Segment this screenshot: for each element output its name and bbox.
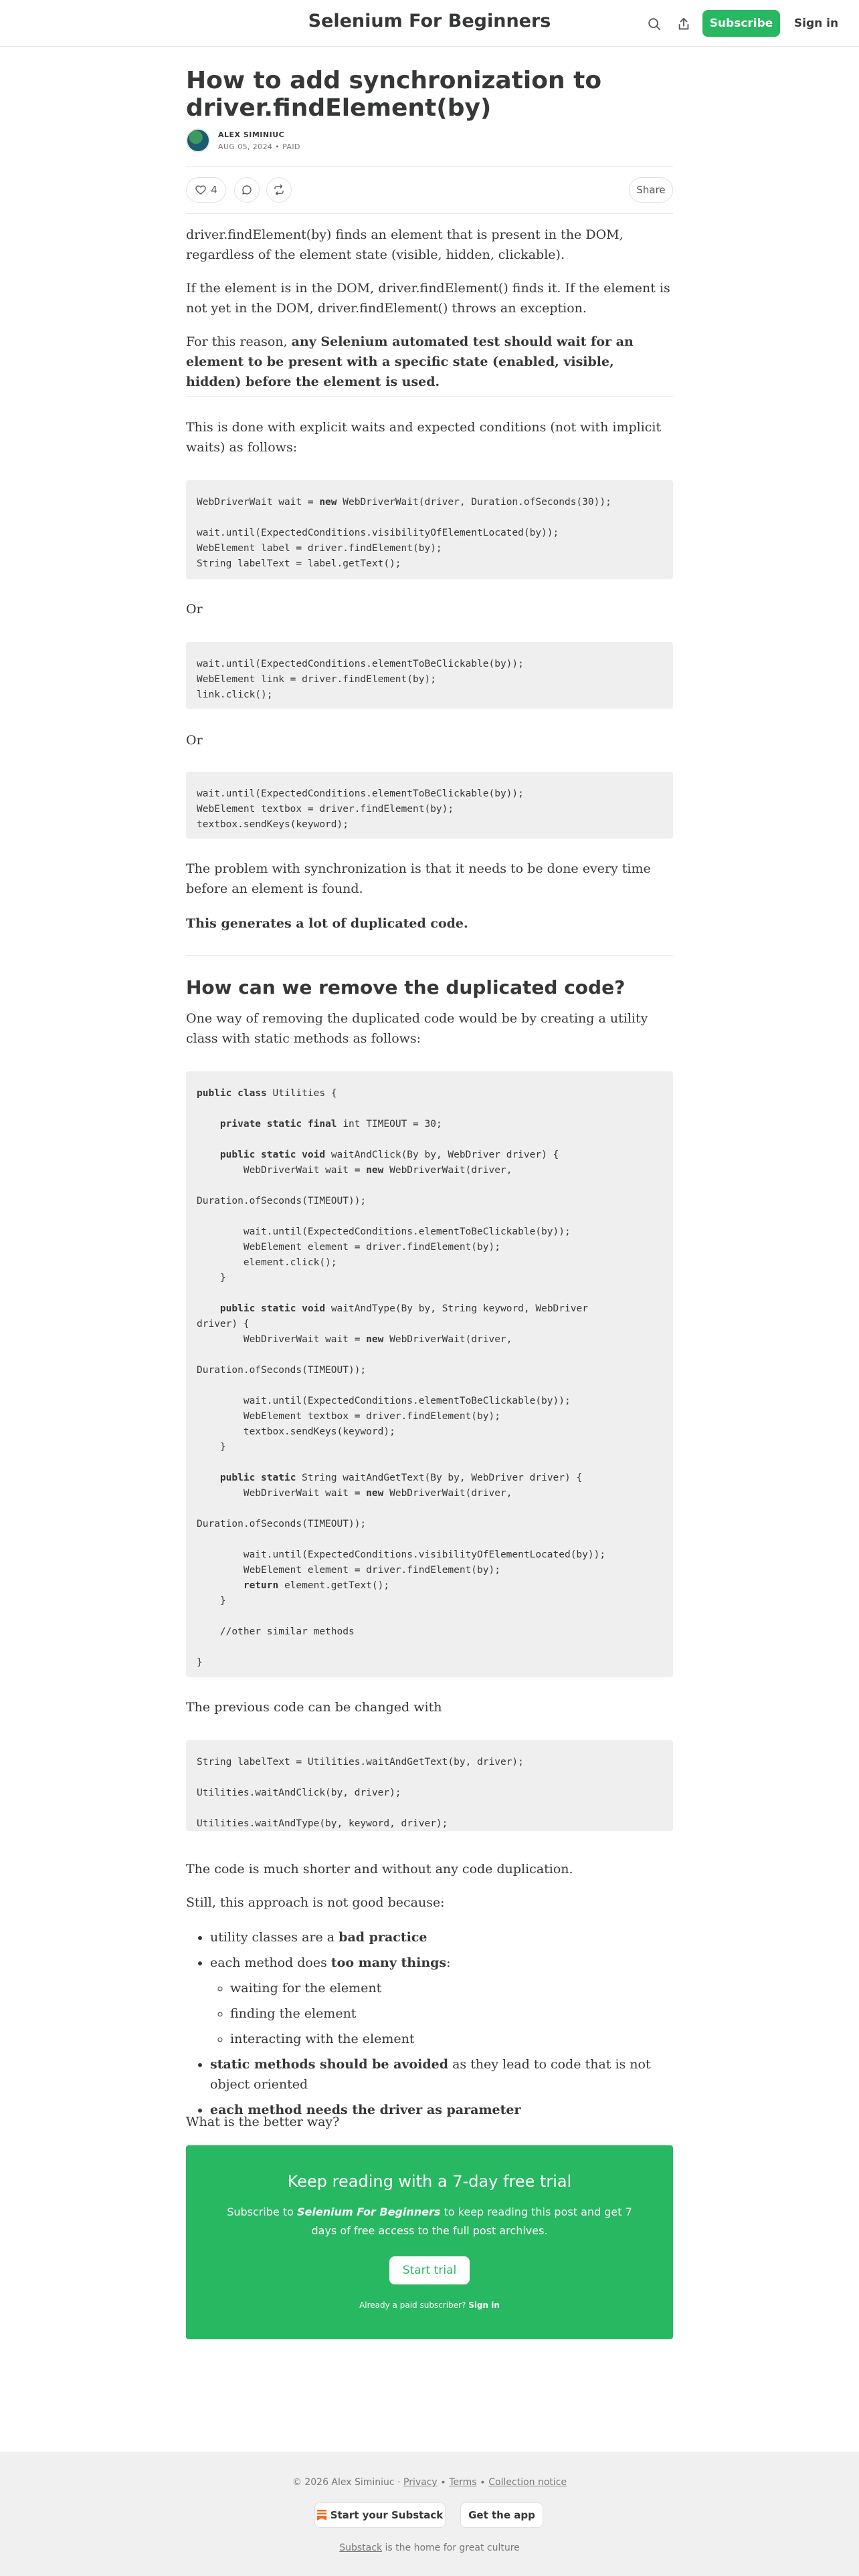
code-line: } (197, 1657, 203, 1668)
separator: · (394, 2477, 403, 2488)
paragraph: This generates a lot of duplicated code. (186, 916, 468, 931)
paywall-body (226, 2203, 633, 2240)
paragraph: Still, this approach is not good because: (186, 1895, 445, 1910)
code-line: WebDriverWait wait = new WebDriverWait(driver, (197, 1488, 512, 1499)
restack-button[interactable] (266, 177, 292, 203)
code-line: } (197, 1273, 226, 1283)
code-line (197, 1178, 662, 1194)
code-line: wait.until(ExpectedConditions.visibilityOfElementLocated(by)); (197, 1549, 606, 1560)
restack-icon (273, 184, 285, 196)
code-line (197, 1455, 662, 1471)
code-line (197, 1132, 662, 1148)
substack-icon (317, 2510, 326, 2520)
code-line: driver) { (197, 1319, 250, 1329)
bold-text: any Selenium automated test should wait for an element to be present with a specific state (enabled, visible, hidden) before the element is used. (186, 334, 634, 389)
sub-list (210, 1978, 673, 2049)
bold-text: each method needs the driver as parameter (210, 2103, 521, 2117)
sign-in-button[interactable]: Sign in (793, 17, 839, 30)
code-line: WebElement textbox = driver.findElement(by); (197, 1411, 500, 1422)
list-item: ◦ waiting for the element (230, 1978, 673, 1998)
bold-text: static methods should be avoided (210, 2057, 449, 2072)
subscribe-button[interactable]: Subscribe (702, 10, 780, 37)
separator: ∙ (476, 2477, 489, 2488)
text: is the home for great culture (382, 2543, 520, 2553)
list-item (210, 1953, 673, 2049)
start-trial-button[interactable]: Start trial (389, 2256, 470, 2284)
paragraph: The problem with synchronization is that it needs to be done every time before an element is found. (186, 861, 651, 896)
code-line: public static String waitAndGetText(By by, WebDriver driver) { (219, 1473, 583, 1483)
paragraph (186, 332, 673, 392)
code-line: WebElement element = driver.findElement(by); (197, 1242, 500, 1253)
code-line: wait.until(ExpectedConditions.elementToBeClickable(by)); (197, 788, 524, 799)
paywall-card (186, 2145, 673, 2339)
code-line (197, 1101, 662, 1117)
paragraph: This is done with explicit waits and expected conditions (not with implicit waits) as follows: (186, 420, 662, 455)
code-line: } (197, 1596, 226, 1606)
code-line: String labelText = Utilities.waitAndGetText(by, driver); (197, 1757, 524, 1767)
reasons-list (186, 1927, 673, 2125)
code-line: wait.until(ExpectedConditions.elementToBeClickable(by)); (197, 1396, 571, 1406)
separator: ∙ (437, 2477, 450, 2488)
code-line: WebElement link = driver.findElement(by); (197, 674, 436, 685)
code-line: wait.until(ExpectedConditions.visibilityOfElementLocated(by)); (197, 528, 559, 538)
like-button[interactable] (186, 177, 226, 203)
code-block (186, 772, 673, 839)
divider (186, 955, 673, 956)
author-name[interactable]: ALEX SIMINIUC (218, 130, 285, 139)
paragraph: Or (186, 602, 203, 617)
code-line: public static void waitAndClick(By by, WebDriver driver) { (219, 1150, 559, 1160)
comment-icon (241, 184, 253, 196)
paragraph: One way of removing the duplicated code would be by creating a utility class with static methods as follows: (186, 1011, 648, 1046)
code-block (186, 642, 673, 709)
code-line: private static final int TIMEOUT = 30; (219, 1119, 442, 1130)
text: each method does (210, 1955, 331, 1970)
code-line: WebElement textbox = driver.findElement(by); (197, 804, 454, 815)
code-line (197, 1770, 662, 1786)
top-bar (0, 0, 859, 47)
list-item (210, 1927, 673, 1947)
comment-button[interactable] (234, 177, 260, 203)
copyright: © 2026 Alex Siminiuc (292, 2477, 395, 2488)
post-actions (186, 166, 673, 214)
code-line: Duration.ofSeconds(TIMEOUT)); (197, 1365, 367, 1376)
text: to keep reading this post and get 7 days of free access to the full post archives. (311, 2206, 632, 2237)
byline (186, 128, 673, 155)
code-line (197, 1640, 662, 1655)
paragraph: The code is much shorter and without any code duplication. (186, 1862, 573, 1876)
code-block (186, 480, 673, 579)
avatar[interactable] (186, 128, 210, 152)
privacy-link[interactable]: Privacy (403, 2477, 438, 2488)
code-block (186, 1071, 673, 1677)
post-access: PAID (282, 142, 300, 151)
footer (0, 2452, 859, 2576)
code-line: WebDriverWait wait = new WebDriverWait(driver, (197, 1165, 512, 1176)
code-line: element.click(); (197, 1257, 337, 1268)
code-line: wait.until(ExpectedConditions.elementToBeClickable(by)); (197, 1226, 571, 1237)
list-item: ◦ finding the element (230, 2004, 673, 2024)
code-line: public class Utilities { (197, 1088, 337, 1099)
code-line: //other similar methods (197, 1626, 355, 1637)
start-substack-label: Start your Substack (330, 2509, 444, 2521)
publication-name: Selenium For Beginners (297, 2206, 441, 2218)
code-line: WebElement element = driver.findElement(by); (197, 1565, 500, 1576)
code-line (197, 1609, 662, 1624)
code-line: textbox.sendKeys(keyword); (197, 819, 349, 830)
code-line (197, 1209, 662, 1224)
share-button[interactable]: Share (629, 177, 673, 203)
section-heading: How can we remove the duplicated code? (186, 976, 626, 998)
search-icon[interactable] (644, 13, 665, 35)
code-line: } (197, 1442, 226, 1453)
code-line: Duration.ofSeconds(TIMEOUT)); (197, 1196, 367, 1206)
code-line (197, 1348, 662, 1363)
code-line (197, 1532, 662, 1547)
code-line: Duration.ofSeconds(TIMEOUT)); (197, 1519, 367, 1529)
code-line: WebDriverWait wait = new WebDriverWait(driver, Duration.ofSeconds(30)); (197, 497, 611, 508)
code-line: WebElement label = driver.findElement(by); (197, 543, 442, 554)
paragraph: What is the better way? (186, 2115, 340, 2129)
paragraph: If the element is in the DOM, driver.findElement() finds it. If the element is not yet in the DOM, driver.findElement() throws an exception. (186, 281, 670, 316)
heart-icon (195, 184, 207, 196)
paragraph: The previous code can be changed with (186, 1700, 442, 1715)
text: as they lead to code that is not object oriented (210, 2057, 651, 2092)
bold-text: bad practice (339, 1930, 427, 1945)
code-line: return element.getText(); (243, 1580, 390, 1591)
code-line: link.click(); (197, 689, 273, 700)
code-line: wait.until(ExpectedConditions.elementToBeClickable(by)); (197, 659, 524, 669)
paywall-title: Keep reading with a 7-day free trial (287, 2172, 572, 2191)
code-line: public static void waitAndType(By by, String keyword, WebDriver (219, 1303, 588, 1314)
footer-tagline (0, 2543, 859, 2553)
list-item: ◦ interacting with the element (230, 2029, 673, 2049)
code-line: Utilities.waitAndClick(by, driver); (197, 1788, 401, 1798)
footer-links (0, 2477, 859, 2488)
substack-link[interactable]: Substack (339, 2543, 383, 2553)
like-count: 4 (211, 184, 217, 196)
paywall-sign-in-link[interactable]: Sign in (468, 2300, 500, 2310)
post-meta: AUG 05, 2024 • PAID (218, 142, 300, 151)
post-date: AUG 05, 2024 (218, 142, 273, 151)
list-item (210, 2054, 673, 2095)
collection-notice-link[interactable]: Collection notice (488, 2477, 567, 2488)
code-line: String labelText = label.getText(); (197, 558, 401, 569)
text: For this reason, (186, 334, 292, 349)
start-substack-button[interactable] (314, 2502, 446, 2528)
share-icon[interactable] (673, 13, 694, 35)
code-line (197, 510, 662, 526)
paywall-note (186, 2300, 673, 2310)
paragraph: driver.findElement(by) finds an element that is present in the DOM, regardless of the element state (visible, hidden, clickable). (186, 227, 624, 262)
code-line: textbox.sendKeys(keyword); (197, 1426, 395, 1437)
paragraph: Or (186, 733, 203, 748)
code-line (197, 1378, 662, 1394)
text: utility classes are a (210, 1930, 339, 1945)
divider (186, 396, 673, 397)
code-line: Utilities.waitAndType(by, keyword, driver); (197, 1818, 448, 1829)
code-block (186, 1740, 673, 1831)
get-app-button[interactable]: Get the app (460, 2502, 543, 2528)
publication-title[interactable]: Selenium For Beginners (308, 11, 551, 31)
terms-link[interactable]: Terms (449, 2477, 477, 2488)
text: : (446, 1955, 451, 1970)
code-line: WebDriverWait wait = new WebDriverWait(driver, (197, 1334, 512, 1345)
text: Already a paid subscriber? (359, 2300, 469, 2310)
code-line (197, 1501, 662, 1517)
code-line (197, 1286, 662, 1301)
bold-text: too many things (330, 1955, 447, 1970)
post-title: How to add synchronization to driver.findElement(by) (186, 67, 602, 122)
text: Subscribe to (227, 2206, 298, 2218)
code-line (197, 1801, 662, 1816)
